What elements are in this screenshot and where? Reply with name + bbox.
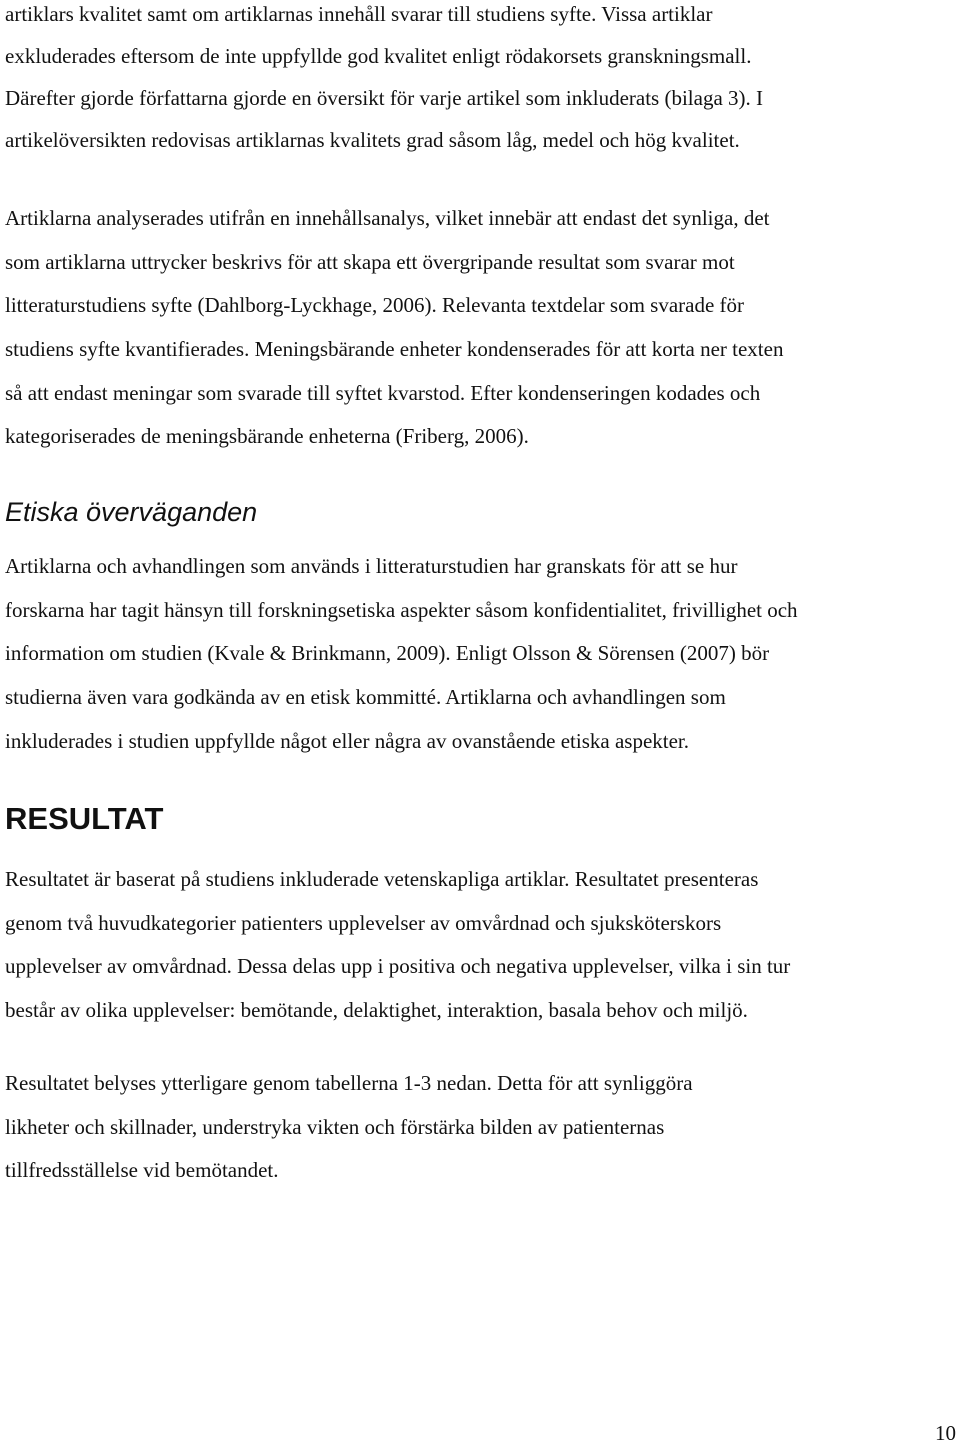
text-line: information om studien (Kvale & Brinkmann, 2009). Enligt Olsson & Sörensen (2007) bör — [5, 641, 770, 666]
text-line: tillfredsställelse vid bemötandet. — [5, 1158, 279, 1183]
text-line: som artiklarna uttrycker beskrivs för att skapa ett övergripande resultat som svarar mot — [5, 249, 735, 274]
text-line: artiklars kvalitet samt om artiklarnas innehåll svarar till studiens syfte. Vissa artiklar — [5, 2, 713, 26]
text-line: Artiklarna analyserades utifrån en innehållsanalys, vilket innebär att endast det synliga, det — [5, 206, 770, 230]
paragraph-results-tables — [5, 1062, 693, 1193]
text-line: genom två huvudkategorier patienters upplevelser av omvårdnad och sjuksköterskors — [5, 910, 722, 935]
heading-ethical-considerations: Etiska överväganden — [5, 497, 258, 527]
text-line: upplevelser av omvårdnad. Dessa delas upp i positiva och negativa upplevelser, vilka i sin tur — [5, 954, 791, 979]
text-line: studierna även vara godkända av en etisk kommitté. Artiklarna och avhandlingen som — [5, 685, 726, 710]
text-line: exkluderades eftersom de inte uppfyllde god kvalitet enligt rödakorsets granskningsmall. — [5, 44, 752, 68]
text-line: består av olika upplevelser: bemötande, delaktighet, interaktion, basala behov och miljö. — [5, 998, 748, 1023]
paragraph-content-analysis — [5, 197, 783, 459]
paragraph-ethics — [5, 545, 798, 763]
text-line: så att endast meningar som svarade till syftet kvarstod. Efter kondenseringen kodades och — [5, 380, 761, 405]
text-line: Resultatet är baserat på studiens inkluderade vetenskapliga artiklar. Resultatet presenteras — [5, 867, 759, 891]
text-line: forskarna har tagit hänsyn till forskningsetiska aspekter såsom konfidentialitet, frivillighet och — [5, 597, 798, 622]
text-line: Resultatet belyses ytterligare genom tabellerna 1-3 nedan. Detta för att synliggöra — [5, 1071, 693, 1095]
text-line: kategoriserades de meningsbärande enheterna (Friberg, 2006). — [5, 424, 529, 449]
paragraph-quality-review — [5, 0, 763, 161]
text-line: likheter och skillnader, understryka vikten och förstärka bilden av patienternas — [5, 1114, 665, 1139]
heading-results: RESULTAT — [5, 801, 164, 836]
text-line: artikelöversikten redovisas artiklarnas kvalitets grad såsom låg, medel och hög kvalitet. — [5, 128, 740, 152]
text-line: litteraturstudiens syfte (Dahlborg-Lyckhage, 2006). Relevanta textdelar som svarade för — [5, 293, 745, 318]
text-line: Därefter gjorde författarna gjorde en översikt för varje artikel som inkluderats (bilaga 3). I — [5, 86, 764, 110]
page-number: 10 — [935, 1421, 956, 1445]
text-line: Artiklarna och avhandlingen som används i litteraturstudien har granskats för att se hur — [5, 554, 738, 578]
text-line: inkluderades i studien uppfyllde något eller några av ovanstående etiska aspekter. — [5, 728, 690, 753]
paragraph-results-overview — [5, 858, 790, 1033]
text-line: studiens syfte kvantifierades. Meningsbärande enheter kondenserades för att korta ner texten — [5, 337, 784, 362]
